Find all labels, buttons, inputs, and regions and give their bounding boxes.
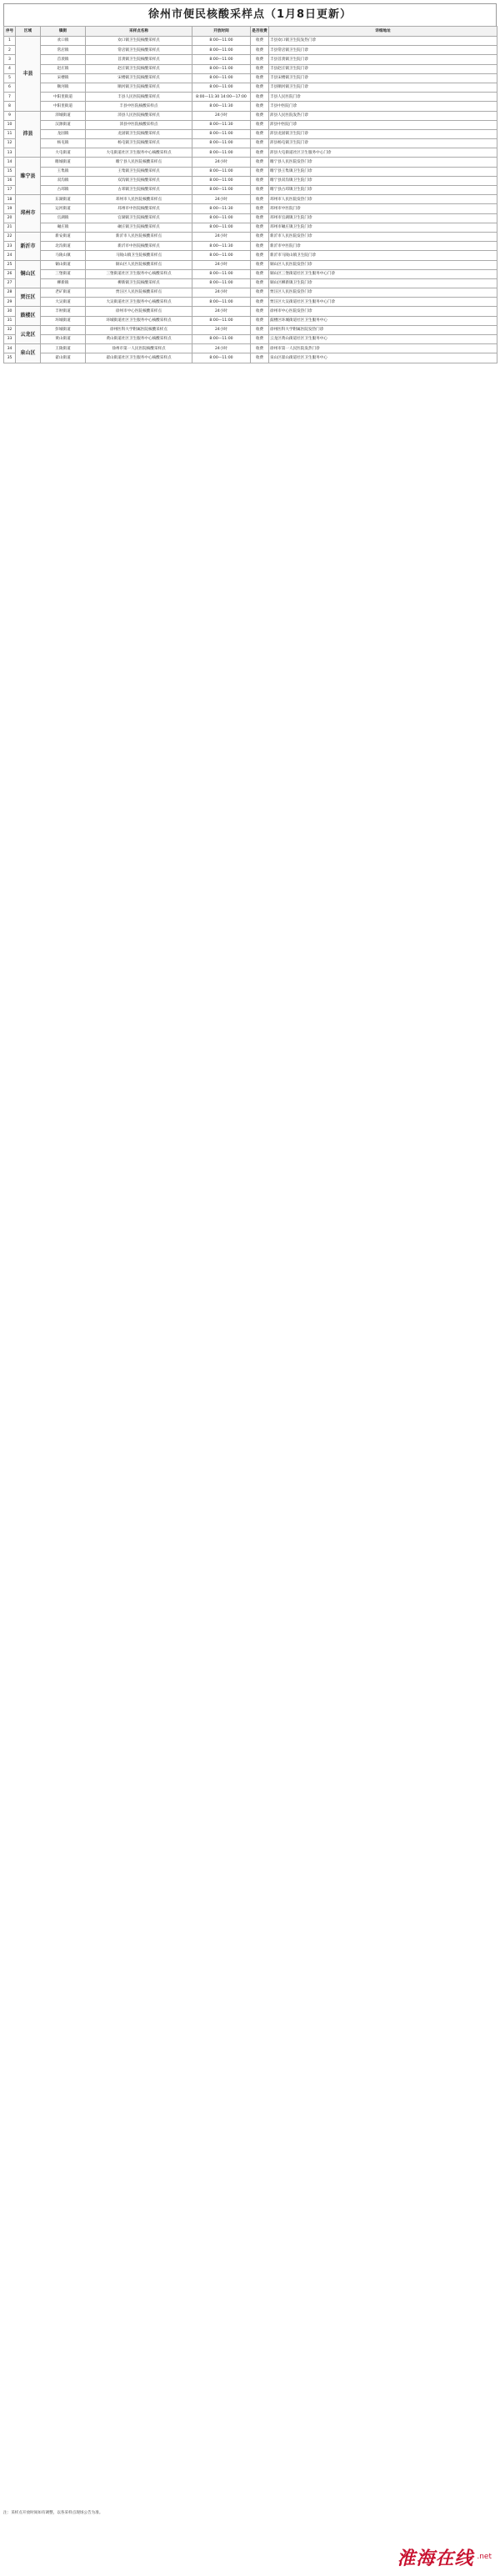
table-row (4, 73, 498, 83)
cell-street: 彭城街道 (41, 325, 86, 334)
cell-time: 24小时 (192, 158, 251, 167)
table-header (4, 27, 498, 37)
cell-time: 8:00—11:30 (192, 102, 251, 111)
cell-no: 28 (4, 288, 16, 298)
cell-no: 32 (4, 325, 16, 334)
cell-address: 丰县顺河镇卫生院门诊 (269, 83, 498, 92)
table-row (4, 167, 498, 176)
cell-time: 24小时 (192, 232, 251, 241)
cell-address: 丰县中医院门诊 (269, 102, 498, 111)
cell-street: 柳新镇 (41, 278, 86, 288)
cell-street: 大吴街道 (41, 298, 86, 307)
cell-time: 8:00—11:30 (192, 204, 251, 213)
cell-address: 云龙区黄山街道社区卫生服务中心 (269, 335, 498, 344)
cell-address: 邳州市官湖镇卫生院门诊 (269, 213, 498, 223)
table-row (4, 148, 498, 158)
cell-area: 睢宁县 (16, 158, 41, 195)
cell-fee: 收费 (251, 260, 269, 269)
cell-no: 9 (4, 111, 16, 120)
cell-time: 8:00—11:00 (192, 129, 251, 138)
cell-no: 15 (4, 167, 16, 176)
cell-no: 31 (4, 316, 16, 325)
cell-site: 徐州医科大学附属医院核酸采样点 (86, 325, 192, 334)
cell-no: 4 (4, 64, 16, 73)
cell-address: 鼓楼区环城街道社区卫生服务中心 (269, 316, 498, 325)
header-street: 镇街 (41, 27, 86, 37)
cell-site: 翟山街道社区卫生服务中心核酸采样点 (86, 353, 192, 363)
table-row (4, 55, 498, 64)
cell-site: 宋楼镇卫生院核酸采样点 (86, 73, 192, 83)
cell-area: 丰县 (16, 37, 41, 112)
cell-street: 碾庄镇 (41, 223, 86, 232)
cell-no: 26 (4, 269, 16, 278)
cell-fee: 收费 (251, 278, 269, 288)
table-row (4, 186, 498, 195)
cell-area: 泉山区 (16, 344, 41, 363)
cell-address: 睢宁县双沟镇卫生院门诊 (269, 176, 498, 185)
cell-site: 赵庄镇卫生院核酸采样点 (86, 64, 192, 73)
cell-fee: 收费 (251, 139, 269, 148)
cell-site: 杨屯镇卫生院核酸采样点 (86, 139, 192, 148)
cell-address: 沛县人民医院发热门诊 (269, 111, 498, 120)
cell-no: 27 (4, 278, 16, 288)
cell-street: 马陵山镇 (41, 251, 86, 260)
cell-street: 三堡街道 (41, 269, 86, 278)
cell-fee: 收费 (251, 120, 269, 129)
cell-fee: 收费 (251, 353, 269, 363)
table-row (4, 129, 498, 138)
cell-fee: 收费 (251, 307, 269, 316)
table-row (4, 176, 498, 185)
cell-street: 翟山街道 (41, 353, 86, 363)
cell-site: 常店镇卫生院核酸采样点 (86, 46, 192, 55)
cell-site: 贾汪区人民医院核酸采样点 (86, 288, 192, 298)
table-row (4, 83, 498, 92)
cell-time: 8:00—11:00 (192, 176, 251, 185)
cell-no: 12 (4, 139, 16, 148)
cell-address: 睢宁县古邳镇卫生院门诊 (269, 186, 498, 195)
table-row (4, 251, 498, 260)
cell-address: 铜山区人民医院发热门诊 (269, 260, 498, 269)
cell-street: 宋楼镇 (41, 73, 86, 83)
cell-time: 8:00—11:00 (192, 213, 251, 223)
cell-fee: 收费 (251, 213, 269, 223)
cell-street: 老矿街道 (41, 288, 86, 298)
cell-street: 首羡镇 (41, 55, 86, 64)
cell-no: 25 (4, 260, 16, 269)
cell-no: 6 (4, 83, 16, 92)
cell-no: 3 (4, 55, 16, 64)
cell-fee: 收费 (251, 46, 269, 55)
cell-no: 34 (4, 344, 16, 353)
cell-time: 8:00—11:00 (192, 55, 251, 64)
cell-site: 沛县人民医院核酸采样点 (86, 111, 192, 120)
cell-address: 泉山区翟山街道社区卫生服务中心 (269, 353, 498, 363)
cell-street: 赵庄镇 (41, 64, 86, 73)
cell-no: 35 (4, 353, 16, 363)
cell-time: 8:00—11:00 (192, 251, 251, 260)
cell-site: 睢宁县人民医院核酸采样点 (86, 158, 192, 167)
cell-area: 沛县 (16, 111, 41, 158)
cell-street: 汉源街道 (41, 120, 86, 129)
cell-time: 8:00—11:00 (192, 186, 251, 195)
cell-time: 8:00—11:00 (192, 335, 251, 344)
cell-no: 33 (4, 335, 16, 344)
table-row (4, 269, 498, 278)
cell-time: 8:00—11:00 (192, 353, 251, 363)
cell-fee: 收费 (251, 37, 269, 46)
cell-fee: 收费 (251, 269, 269, 278)
cell-no: 1 (4, 37, 16, 46)
cell-time: 8:00—11:00 (192, 278, 251, 288)
cell-no: 10 (4, 120, 16, 129)
table-row (4, 316, 498, 325)
cell-time: 24小时 (192, 288, 251, 298)
cell-site: 丰县中医院核酸采样点 (86, 102, 192, 111)
table-row (4, 260, 498, 269)
cell-no: 29 (4, 298, 16, 307)
cell-address: 沛县龙固镇卫生院门诊 (269, 129, 498, 138)
cell-address: 徐州市中心医院发热门诊 (269, 307, 498, 316)
cell-site: 首羡镇卫生院核酸采样点 (86, 55, 192, 64)
cell-site: 铜山区人民医院核酸采样点 (86, 260, 192, 269)
cell-street: 双沟镇 (41, 176, 86, 185)
cell-area: 鼓楼区 (16, 307, 41, 325)
cell-time: 8:00—11:00 (192, 37, 251, 46)
cell-street: 大屯街道 (41, 148, 86, 158)
cell-street: 王陵街道 (41, 344, 86, 353)
cell-street: 黄山街道 (41, 335, 86, 344)
cell-address: 丰县首羡镇卫生院门诊 (269, 55, 498, 64)
table-row (4, 344, 498, 353)
cell-fee: 收费 (251, 288, 269, 298)
cell-site: 碾庄镇卫生院核酸采样点 (86, 223, 192, 232)
cell-no: 7 (4, 93, 16, 102)
table-row (4, 102, 498, 111)
cell-address: 贾汪区人民医院发热门诊 (269, 288, 498, 298)
cell-area: 新沂市 (16, 232, 41, 260)
cell-address: 铜山区三堡街道社区卫生服务中心门诊 (269, 269, 498, 278)
table-row (4, 139, 498, 148)
cell-fee: 收费 (251, 111, 269, 120)
cell-address: 沛县杨屯镇卫生院门诊 (269, 139, 498, 148)
cell-site: 沛县中医院核酸采样点 (86, 120, 192, 129)
cell-street: 中阳里街道 (41, 93, 86, 102)
cell-site: 徐州市第一人民医院核酸采样点 (86, 344, 192, 353)
page-title: 徐州市便民核酸采样点（1月8日更新） (3, 3, 497, 26)
cell-time: 8:00—11:00 (192, 223, 251, 232)
cell-address: 徐州医科大学附属医院发热门诊 (269, 325, 498, 334)
site-watermark (317, 2543, 492, 2571)
cell-time: 8:00—11:00 (192, 83, 251, 92)
cell-time: 8:00—11:00 (192, 269, 251, 278)
header-address: 详细地址 (269, 27, 498, 37)
table-row (4, 335, 498, 344)
table-row (4, 204, 498, 213)
cell-area: 铜山区 (16, 260, 41, 288)
cell-fee: 收费 (251, 102, 269, 111)
cell-no: 22 (4, 232, 16, 241)
cell-address: 丰县宋楼镇卫生院门诊 (269, 73, 498, 83)
cell-address: 邳州市人民医院发热门诊 (269, 195, 498, 204)
cell-no: 2 (4, 46, 16, 55)
cell-fee: 收费 (251, 316, 269, 325)
table-row (4, 46, 498, 55)
cell-time: 8:00—11:30 14:00—17:00 (192, 93, 251, 102)
cell-street: 睢城街道 (41, 158, 86, 167)
cell-address: 睢宁县人民医院发热门诊 (269, 158, 498, 167)
cell-fee: 收费 (251, 223, 269, 232)
cell-fee: 收费 (251, 64, 269, 73)
cell-fee: 收费 (251, 204, 269, 213)
cell-no: 23 (4, 242, 16, 251)
table-row (4, 242, 498, 251)
cell-address: 新沂市马陵山镇卫生院门诊 (269, 251, 498, 260)
cell-site: 顺河镇卫生院核酸采样点 (86, 83, 192, 92)
cell-fee: 收费 (251, 55, 269, 64)
cell-no: 17 (4, 186, 16, 195)
cell-address: 沛县大屯街道社区卫生服务中心门诊 (269, 148, 498, 158)
cell-time: 8:00—11:00 (192, 64, 251, 73)
table-row (4, 232, 498, 241)
cell-no: 30 (4, 307, 16, 316)
cell-site: 三堡街道社区卫生服务中心核酸采样点 (86, 269, 192, 278)
cell-street: 中阳里街道 (41, 102, 86, 111)
cell-street: 顺河镇 (41, 83, 86, 92)
watermark-domain: .net (477, 2553, 492, 2561)
cell-site: 新沂市人民医院核酸采样点 (86, 232, 192, 241)
cell-site: 丰县人民医院核酸采样点 (86, 93, 192, 102)
cell-address: 新沂市人民医院发热门诊 (269, 232, 498, 241)
cell-street: 丰财街道 (41, 307, 86, 316)
cell-time: 8:00—11:00 (192, 73, 251, 83)
cell-address: 丰县常店镇卫生院门诊 (269, 46, 498, 55)
cell-address: 丰县赵庄镇卫生院门诊 (269, 64, 498, 73)
table-row (4, 298, 498, 307)
cell-fee: 收费 (251, 176, 269, 185)
cell-address: 丰县欢口镇卫生院发热门诊 (269, 37, 498, 46)
cell-site: 欢口镇卫生院核酸采样点 (86, 37, 192, 46)
table-row (4, 223, 498, 232)
cell-street: 杨屯镇 (41, 139, 86, 148)
table-row (4, 195, 498, 204)
cell-fee: 收费 (251, 158, 269, 167)
cell-address: 丰县人民医院门诊 (269, 93, 498, 102)
cell-street: 北沟街道 (41, 242, 86, 251)
cell-site: 黄山街道社区卫生服务中心核酸采样点 (86, 335, 192, 344)
cell-no: 24 (4, 251, 16, 260)
cell-site: 王集镇卫生院核酸采样点 (86, 167, 192, 176)
sampling-point-sheet (3, 3, 497, 363)
cell-time: 8:00—11:00 (192, 167, 251, 176)
cell-fee: 收费 (251, 93, 269, 102)
cell-no: 13 (4, 148, 16, 158)
cell-street: 环城街道 (41, 316, 86, 325)
cell-street: 古邳镇 (41, 186, 86, 195)
cell-time: 8:00—11:00 (192, 298, 251, 307)
header-time: 开放时间 (192, 27, 251, 37)
cell-fee: 收费 (251, 167, 269, 176)
cell-site: 双沟镇卫生院核酸采样点 (86, 176, 192, 185)
cell-fee: 收费 (251, 251, 269, 260)
sampling-table (3, 26, 498, 363)
cell-no: 18 (4, 195, 16, 204)
cell-street: 欢口镇 (41, 37, 86, 46)
table-row (4, 37, 498, 46)
cell-no: 11 (4, 129, 16, 138)
cell-time: 24小时 (192, 111, 251, 120)
table-row (4, 353, 498, 363)
cell-address: 沛县中医院门诊 (269, 120, 498, 129)
cell-site: 新沂市中医院核酸采样点 (86, 242, 192, 251)
cell-fee: 收费 (251, 73, 269, 83)
cell-fee: 收费 (251, 195, 269, 204)
cell-street: 王集镇 (41, 167, 86, 176)
cell-site: 邳州市人民医院核酸采样点 (86, 195, 192, 204)
cell-time: 8:00—11:30 (192, 242, 251, 251)
cell-address: 铜山区柳新镇卫生院门诊 (269, 278, 498, 288)
cell-time: 24小时 (192, 307, 251, 316)
cell-fee: 收费 (251, 242, 269, 251)
cell-time: 24小时 (192, 195, 251, 204)
cell-address: 邳州市中医院门诊 (269, 204, 498, 213)
cell-site: 徐州市中心医院核酸采样点 (86, 307, 192, 316)
table-row (4, 158, 498, 167)
cell-site: 龙固镇卫生院核酸采样点 (86, 129, 192, 138)
cell-no: 8 (4, 102, 16, 111)
cell-no: 20 (4, 213, 16, 223)
cell-street: 运河街道 (41, 204, 86, 213)
table-row (4, 64, 498, 73)
cell-address: 睢宁县王集镇卫生院门诊 (269, 167, 498, 176)
cell-fee: 收费 (251, 83, 269, 92)
header-no: 序号 (4, 27, 16, 37)
watermark-logo-text: 淮海在线 (397, 2547, 474, 2569)
table-row (4, 213, 498, 223)
header-area: 区域 (16, 27, 41, 37)
cell-time: 8:00—11:00 (192, 316, 251, 325)
cell-address: 徐州市第一人民医院发热门诊 (269, 344, 498, 353)
table-row (4, 307, 498, 316)
table-row (4, 325, 498, 334)
cell-no: 16 (4, 176, 16, 185)
table-row (4, 120, 498, 129)
cell-street: 龙固镇 (41, 129, 86, 138)
cell-address: 贾汪区大吴街道社区卫生服务中心门诊 (269, 298, 498, 307)
cell-address: 新沂市中医院门诊 (269, 242, 498, 251)
cell-area: 云龙区 (16, 325, 41, 343)
cell-time: 24小时 (192, 260, 251, 269)
cell-site: 大屯街道社区卫生服务中心核酸采样点 (86, 148, 192, 158)
table-row (4, 288, 498, 298)
cell-street: 新安街道 (41, 232, 86, 241)
cell-no: 5 (4, 73, 16, 83)
cell-street: 沛城街道 (41, 111, 86, 120)
cell-time: 8:00—11:00 (192, 139, 251, 148)
cell-no: 14 (4, 158, 16, 167)
cell-area: 邳州市 (16, 195, 41, 233)
cell-site: 大吴街道社区卫生服务中心核酸采样点 (86, 298, 192, 307)
cell-street: 官湖镇 (41, 213, 86, 223)
cell-fee: 收费 (251, 344, 269, 353)
cell-time: 24小时 (192, 325, 251, 334)
table-row (4, 111, 498, 120)
table-row (4, 93, 498, 102)
cell-site: 马陵山镇卫生院核酸采样点 (86, 251, 192, 260)
cell-site: 古邳镇卫生院核酸采样点 (86, 186, 192, 195)
cell-site: 官湖镇卫生院核酸采样点 (86, 213, 192, 223)
cell-fee: 收费 (251, 148, 269, 158)
cell-fee: 收费 (251, 325, 269, 334)
cell-area: 贾汪区 (16, 288, 41, 307)
header-site: 采样点名称 (86, 27, 192, 37)
cell-fee: 收费 (251, 129, 269, 138)
cell-fee: 收费 (251, 335, 269, 344)
cell-fee: 收费 (251, 298, 269, 307)
cell-time: 8:00—11:30 (192, 120, 251, 129)
header-fee: 是否收费 (251, 27, 269, 37)
cell-no: 21 (4, 223, 16, 232)
cell-street: 铜山街道 (41, 260, 86, 269)
cell-address: 邳州市碾庄镇卫生院门诊 (269, 223, 498, 232)
cell-site: 柳新镇卫生院核酸采样点 (86, 278, 192, 288)
cell-fee: 收费 (251, 186, 269, 195)
cell-time: 24小时 (192, 344, 251, 353)
table-row (4, 278, 498, 288)
cell-street: 东湖街道 (41, 195, 86, 204)
cell-street: 常店镇 (41, 46, 86, 55)
cell-no: 19 (4, 204, 16, 213)
table-body (4, 37, 498, 363)
cell-time: 8:00—11:00 (192, 46, 251, 55)
cell-site: 邳州市中医院核酸采样点 (86, 204, 192, 213)
footer-note: 注：采样点开放时间如有调整，以各采样点现场公告为准。 (3, 2511, 103, 2515)
cell-site: 环城街道社区卫生服务中心核酸采样点 (86, 316, 192, 325)
cell-fee: 收费 (251, 232, 269, 241)
cell-time: 8:00—11:00 (192, 148, 251, 158)
